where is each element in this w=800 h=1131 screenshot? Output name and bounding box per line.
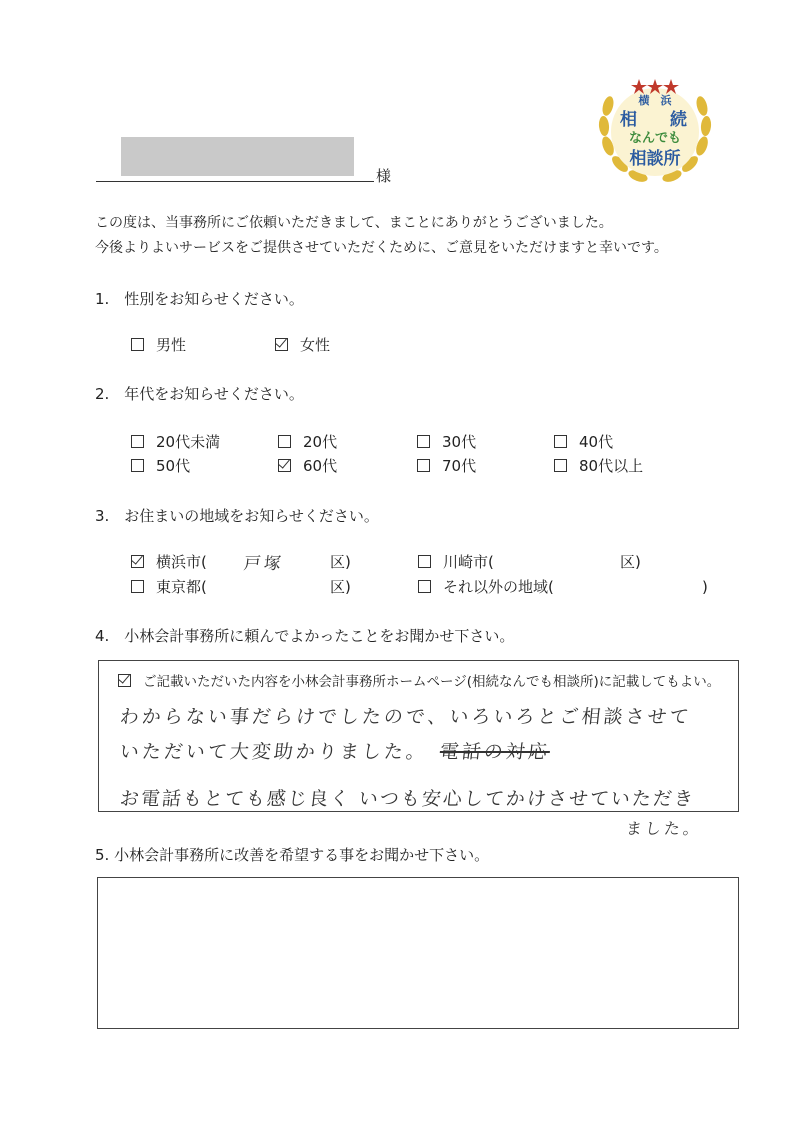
- q3-other-suffix: ): [702, 578, 708, 596]
- q4-handwritten-line2: いただいて大変助かりました。: [118, 741, 430, 763]
- q3-option-tokyo[interactable]: 東京都(: [131, 577, 207, 597]
- q3-tokyo-suffix: 区): [330, 578, 351, 596]
- q2-option[interactable]: 20代未満: [131, 432, 220, 452]
- q3-title: 3. お住まいの地域をお知らせください。: [95, 507, 379, 525]
- checkbox-checked[interactable]: [275, 338, 288, 351]
- q3-option-yokohama[interactable]: 横浜市(: [131, 552, 207, 572]
- q3-kawasaki-suffix: 区): [620, 553, 641, 571]
- checkbox[interactable]: [131, 435, 144, 448]
- q2-option[interactable]: 60代: [278, 456, 337, 476]
- logo-line3: なんでも: [628, 131, 681, 146]
- checkbox[interactable]: [417, 435, 430, 448]
- q2-option[interactable]: 80代以上: [554, 456, 643, 476]
- q3-yokohama-ward-handwritten: 戸塚: [242, 554, 285, 574]
- checkbox[interactable]: [554, 435, 567, 448]
- q5-title: 5. 小林会計事務所に改善を希望する事をお聞かせ下さい。: [95, 846, 490, 864]
- q2-option[interactable]: 40代: [554, 432, 613, 452]
- q4-handwritten-line3: お電話もとても感じ良く いつも安心してかけさせていただき: [118, 788, 697, 810]
- q2-option[interactable]: 20代: [278, 432, 337, 452]
- q4-handwritten-struck: 電話の対応: [438, 741, 552, 763]
- q1-title: 1. 性別をお知らせください。: [95, 290, 304, 308]
- checkbox[interactable]: [418, 580, 431, 593]
- logo-line1: 横 浜: [638, 94, 672, 107]
- q3-yokohama-suffix: 区): [330, 553, 351, 571]
- q2-option[interactable]: 70代: [417, 456, 476, 476]
- checkbox[interactable]: [417, 459, 430, 472]
- checkbox[interactable]: [278, 435, 291, 448]
- q4-handwritten-line1: わからない事だらけでしたので、いろいろとご相談させて: [118, 706, 693, 728]
- logo: [594, 76, 716, 188]
- logo-line2b: 続: [670, 110, 687, 130]
- q2-option[interactable]: 50代: [131, 456, 190, 476]
- intro-line1: この度は、当事務所にご依頼いただきまして、まことにありがとうございました。: [95, 215, 613, 231]
- checkbox[interactable]: [131, 459, 144, 472]
- logo-line4: 相談所: [629, 149, 681, 169]
- name-underline: [96, 181, 374, 182]
- honorific: 様: [376, 167, 392, 185]
- q5-answer-box[interactable]: [97, 877, 739, 1029]
- checkbox[interactable]: [418, 555, 431, 568]
- checkbox[interactable]: [131, 338, 144, 351]
- q4-title: 4. 小林会計事務所に頼んでよかったことをお聞かせ下さい。: [95, 627, 515, 645]
- name-redaction: [121, 137, 354, 176]
- checkbox[interactable]: [131, 580, 144, 593]
- checkbox-checked[interactable]: [131, 555, 144, 568]
- q3-option-kawasaki[interactable]: 川崎市(: [418, 552, 494, 572]
- q2-title: 2. 年代をお知らせください。: [95, 385, 304, 403]
- q3-option-other[interactable]: それ以外の地域(: [418, 577, 554, 597]
- q1-option-male[interactable]: 男性: [131, 335, 186, 355]
- checkbox-checked[interactable]: [278, 459, 291, 472]
- q1-option-female[interactable]: 女性: [275, 335, 330, 355]
- intro-line2: 今後よりよいサービスをご提供させていただくために、ご意見をいただけますと幸いです。: [95, 240, 668, 256]
- q4-consent-option[interactable]: ご記載いただいた内容を小林会計事務所ホームページ(相続なんでも相談所)に記載してもよい。: [118, 672, 720, 692]
- q4-handwritten-line4: ました。: [624, 819, 703, 838]
- checkbox[interactable]: [554, 459, 567, 472]
- logo-line2a: 相: [620, 110, 637, 130]
- checkbox-checked[interactable]: [118, 674, 131, 687]
- q2-option[interactable]: 30代: [417, 432, 476, 452]
